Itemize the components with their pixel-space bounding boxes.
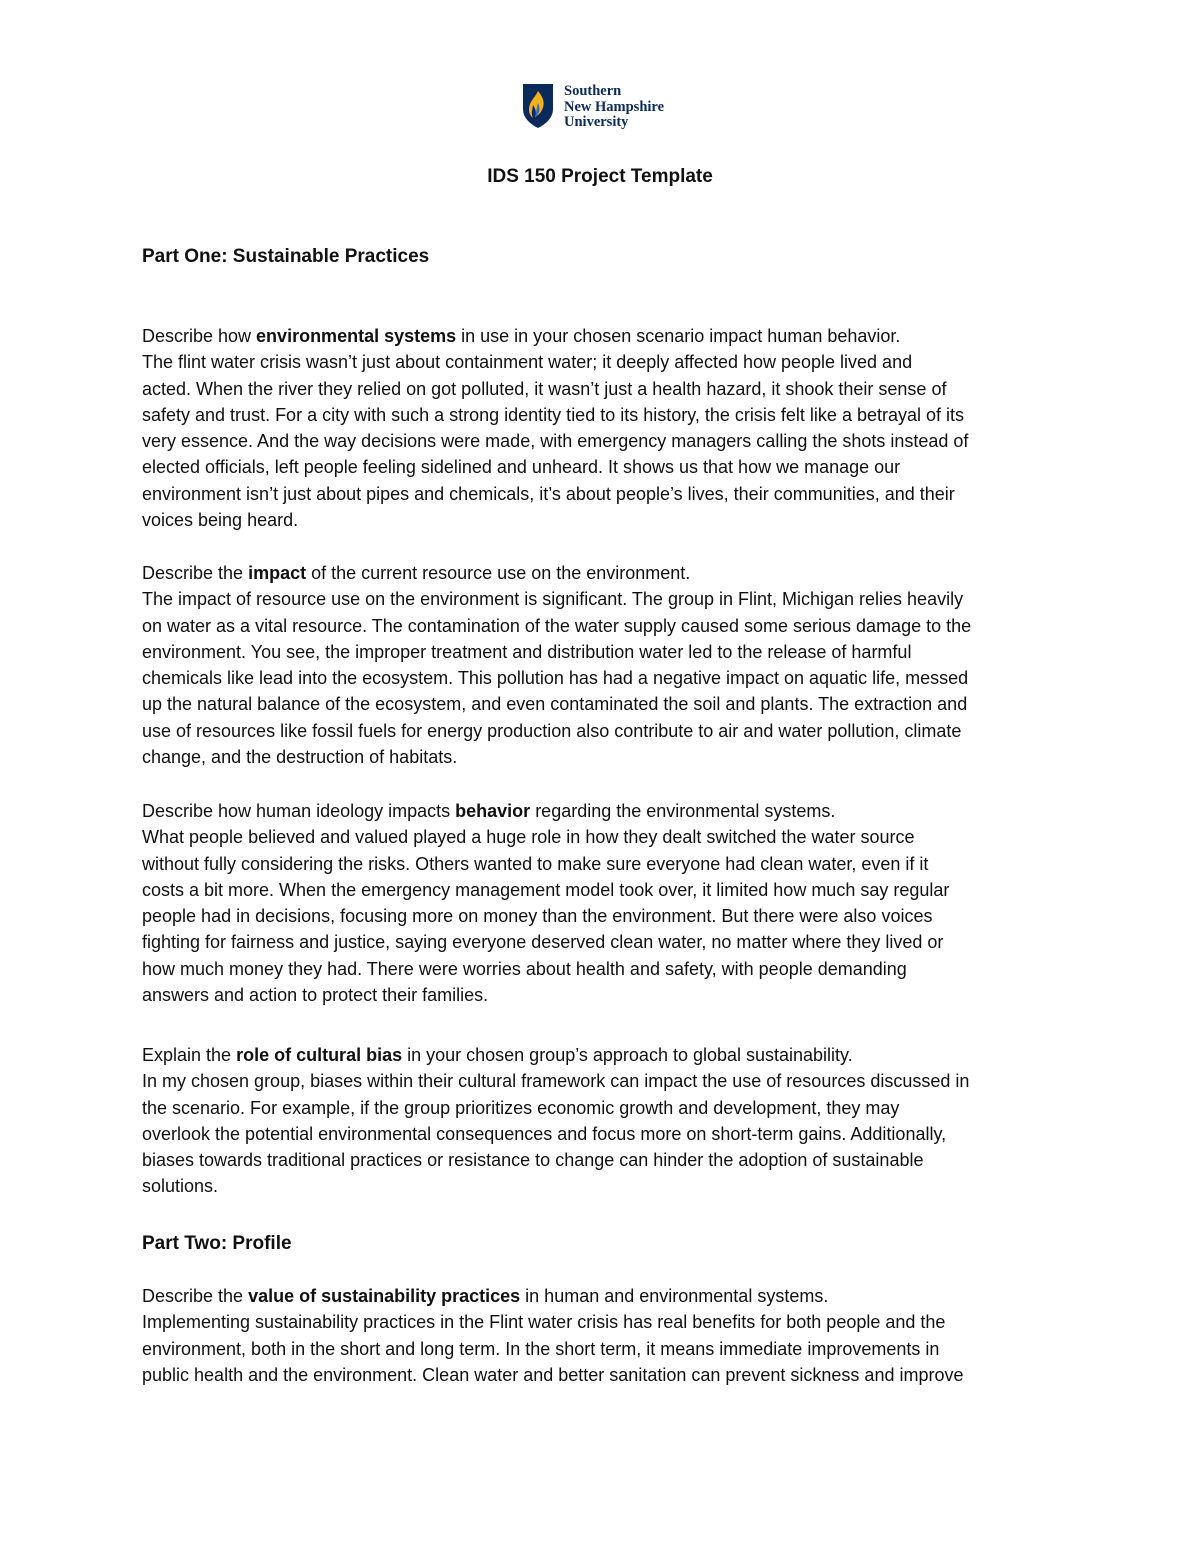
- prompt-text: Describe how human ideology impacts: [142, 801, 456, 821]
- prompt-text: Explain the: [142, 1045, 237, 1065]
- answer-line: environment. You see, the improper treatment and distribution water led to the release of harmful: [142, 641, 912, 662]
- logo-wordmark: [564, 84, 664, 131]
- answer-line: fighting for fairness and justice, saying everyone deserved clean water, no matter where they lived or: [142, 932, 944, 953]
- prompt-keyword: environmental systems: [256, 326, 457, 346]
- answer-line: safety and trust. For a city with such a strong identity tied to its history, the crisis felt like a betrayal of its: [142, 404, 965, 425]
- prompt-text: of the current resource use on the environment.: [306, 563, 691, 583]
- logo-line-1: Southern: [564, 83, 622, 99]
- answer-line: up the natural balance of the ecosystem, and even contaminated the soil and plants. The extraction and: [142, 694, 968, 715]
- answer-line: elected officials, left people feeling sidelined and unheard. It shows us that how we manage our: [142, 457, 901, 478]
- question-ideology-behavior: [142, 798, 1062, 1008]
- part-two-heading: Part Two: Profile: [142, 1233, 292, 1254]
- logo-line-3: University: [564, 114, 629, 130]
- question-prompt: [142, 1042, 1062, 1068]
- prompt-text: in your chosen group’s approach to global sustainability.: [402, 1045, 853, 1065]
- answer-line: Implementing sustainability practices in the Flint water crisis has real benefits for both people and the: [142, 1312, 946, 1333]
- document-title: IDS 150 Project Template: [487, 166, 713, 187]
- question-prompt: [142, 798, 1062, 824]
- answer-line: environment, both in the short and long term. In the short term, it means immediate improvements in: [142, 1338, 940, 1359]
- answer-line: public health and the environment. Clean water and better sanitation can prevent sickness and improve: [142, 1364, 964, 1385]
- question-prompt: [142, 323, 1062, 349]
- answer-line: In my chosen group, biases within their cultural framework can impact the use of resources discussed in: [142, 1071, 970, 1092]
- answer-line: use of resources like fossil fuels for energy production also contribute to air and water pollution, climate: [142, 720, 962, 741]
- answer-line: acted. When the river they relied on got polluted, it wasn’t just a health hazard, it shook their sense of: [142, 378, 947, 399]
- answer-line: how much money they had. There were worries about health and safety, with people demanding: [142, 958, 907, 979]
- answer-line: very essence. And the way decisions were made, with emergency managers calling the shots instead of: [142, 431, 969, 452]
- logo-line-2: New Hampshire: [564, 98, 665, 115]
- answer-line: biases towards traditional practices or resistance to change can hinder the adoption of sustainable: [142, 1150, 924, 1171]
- prompt-text: Describe the: [142, 1286, 249, 1306]
- question-prompt: [142, 1283, 1062, 1309]
- answer-line: answers and action to protect their families.: [142, 985, 489, 1006]
- prompt-text: Describe the: [142, 563, 249, 583]
- prompt-keyword: role of cultural bias: [236, 1045, 403, 1065]
- snhu-shield-flame-icon: [522, 83, 554, 129]
- question-impact: [142, 560, 1062, 770]
- question-cultural-bias: [142, 1042, 1062, 1200]
- prompt-text: in human and environmental systems.: [520, 1286, 829, 1306]
- answer-line: The impact of resource use on the environment is significant. The group in Flint, Michigan relies heavily: [142, 589, 964, 610]
- university-logo: [522, 83, 664, 131]
- prompt-text: Describe how: [142, 326, 257, 346]
- prompt-text: regarding the environmental systems.: [530, 801, 836, 821]
- prompt-keyword: behavior: [455, 801, 531, 821]
- answer-line: people had in decisions, focusing more on money than the environment. But there were also voices: [142, 906, 933, 927]
- answer-line: without fully considering the risks. Others wanted to make sure everyone had clean water, even if it: [142, 853, 929, 874]
- answer-line: costs a bit more. When the emergency management model took over, it limited how much say regular: [142, 879, 950, 900]
- part-one-heading: Part One: Sustainable Practices: [142, 246, 430, 267]
- answer-line: the scenario. For example, if the group prioritizes economic growth and development, they may: [142, 1097, 900, 1118]
- prompt-text: in use in your chosen scenario impact human behavior.: [456, 326, 901, 346]
- question-environmental-systems: [142, 323, 1062, 533]
- answer-line: What people believed and valued played a huge role in how they dealt switched the water source: [142, 827, 915, 848]
- answer-line: The flint water crisis wasn’t just about containment water; it deeply affected how people lived and: [142, 352, 913, 373]
- answer-line: on water as a vital resource. The contamination of the water supply caused some serious damage to the: [142, 615, 972, 636]
- answer-line: solutions.: [142, 1176, 219, 1197]
- answer-line: overlook the potential environmental consequences and focus more on short-term gains. Additionally,: [142, 1123, 947, 1144]
- question-sustainability-value: [142, 1283, 1062, 1388]
- question-prompt: [142, 560, 1062, 586]
- answer-line: change, and the destruction of habitats.: [142, 747, 458, 768]
- answer-line: voices being heard.: [142, 510, 299, 531]
- prompt-keyword: value of sustainability practices: [248, 1286, 521, 1306]
- prompt-keyword: impact: [248, 563, 307, 583]
- answer-line: environment isn’t just about pipes and chemicals, it’s about people’s lives, their communities, and their: [142, 483, 955, 504]
- answer-line: chemicals like lead into the ecosystem. This pollution has had a negative impact on aquatic life, messed: [142, 668, 969, 689]
